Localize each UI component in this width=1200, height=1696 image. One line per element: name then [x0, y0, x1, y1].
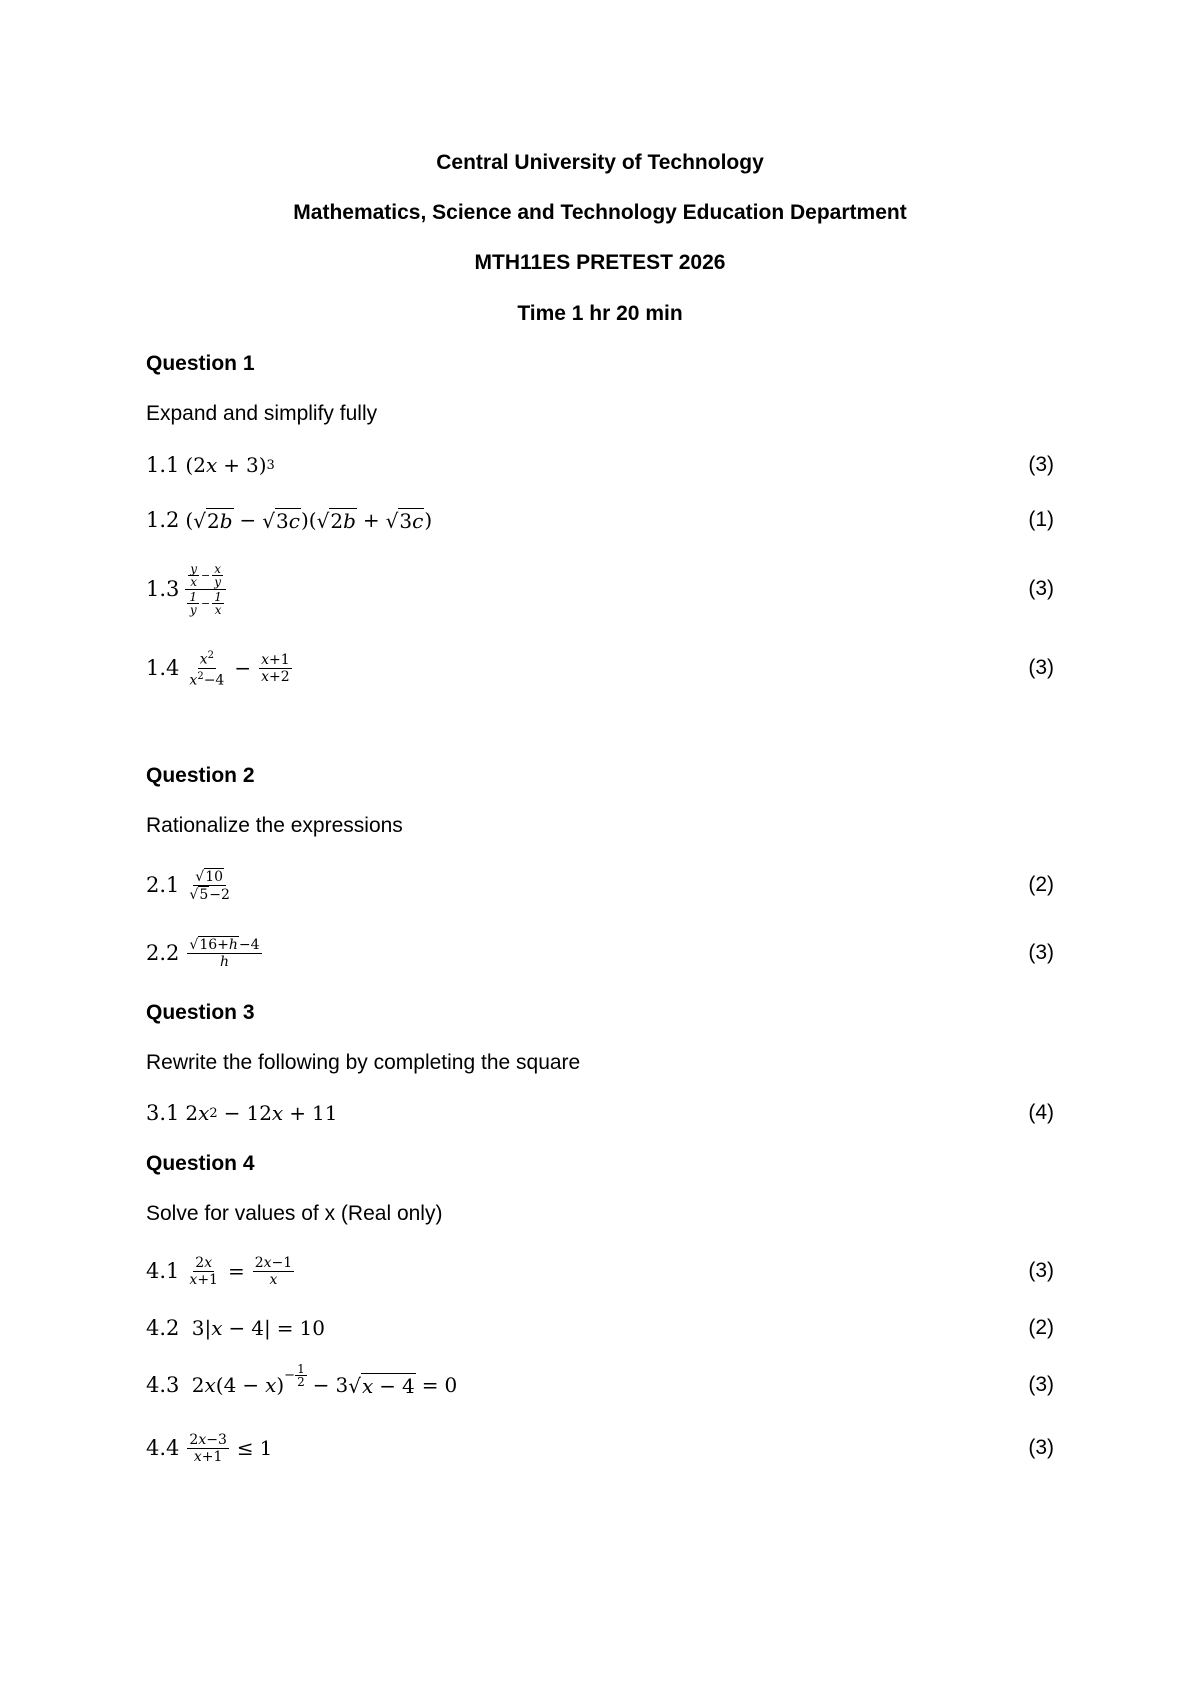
item-number: 1.3: [146, 577, 180, 601]
item-number: 4.4: [146, 1436, 180, 1460]
marks: (1): [1028, 508, 1054, 531]
marks: (3): [1028, 1436, 1054, 1459]
marks: (2): [1028, 1316, 1054, 1339]
item-number: 3.1: [146, 1101, 180, 1125]
question-1-2: [146, 503, 1054, 537]
marks: (2): [1028, 873, 1054, 896]
question-1-3: [146, 555, 1054, 623]
expression: 2 x 2 − 12 x + 11: [185, 1101, 338, 1125]
expression: ( √ 2b − √ 3c )( √ 2b + √ 3c ): [185, 508, 433, 533]
question-4-1: [146, 1248, 1054, 1294]
expression: $\frac{2x-3}{x+1}$ ≤ 1: [189, 1431, 273, 1465]
question-4-2: [146, 1313, 1054, 1343]
marks: (4): [1028, 1101, 1054, 1124]
question-1-1: [146, 450, 1054, 480]
marks: (3): [1028, 453, 1054, 476]
item-number: 4.1: [146, 1259, 180, 1283]
department-title: Mathematics, Science and Technology Education Department: [293, 201, 907, 224]
question-4-4: [146, 1425, 1054, 1471]
question-3-instruction: Rewrite the following by completing the square: [146, 1051, 581, 1074]
marks: (3): [1028, 941, 1054, 964]
item-number: 1.2: [146, 508, 180, 532]
time-allowed: Time 1 hr 20 min: [517, 302, 683, 325]
test-title: MTH11ES PRETEST 2026: [474, 251, 726, 274]
question-3-heading: Question 3: [146, 1001, 255, 1024]
question-2-heading: Question 2: [146, 764, 255, 787]
question-1-4: [146, 645, 1054, 691]
question-4-heading: Question 4: [146, 1152, 255, 1175]
marks: (3): [1028, 1373, 1054, 1396]
item-number: 2.1: [146, 873, 180, 897]
marks: (3): [1028, 577, 1054, 600]
item-number: 4.2: [146, 1316, 180, 1340]
expression: (2 x + 3) 3: [185, 453, 275, 477]
item-number: 4.3: [146, 1373, 180, 1397]
question-2-instruction: Rationalize the expressions: [146, 814, 403, 837]
question-4-instruction: Solve for values of x (Real only): [146, 1202, 443, 1225]
question-2-2: [146, 930, 1054, 976]
expression: $\frac{y}{x}$ − $\frac{x}{y}$ $\frac{1}{y}$ − $\frac{1}{x}$: [185, 563, 226, 616]
expression: 2 x (4 − x ) $^{- \frac{1}{2}}$ − 3 √ x − 4 = 0: [185, 1361, 458, 1398]
expression: $\frac{x^2}{x^2-4}$ − $\frac{x+1}{x+2}$: [189, 649, 290, 689]
item-number: 2.2: [146, 941, 180, 965]
question-1-instruction: Expand and simplify fully: [146, 402, 378, 425]
item-number: 1.1: [146, 453, 180, 477]
question-4-3: [146, 1361, 1054, 1405]
marks: (3): [1028, 1259, 1054, 1282]
question-2-1: [146, 862, 1054, 908]
marks: (3): [1028, 656, 1054, 679]
expression: $\frac{2x}{x+1}$ = $\frac{2x-1}{x}$: [189, 1254, 293, 1288]
expression: √ 16+h −4 h: [189, 937, 260, 970]
expression: √ 10 √ 5 −2: [189, 868, 230, 903]
institution-title: Central University of Technology: [436, 151, 764, 174]
question-3-1: [146, 1098, 1054, 1128]
item-number: 1.4: [146, 656, 180, 680]
question-1-heading: Question 1: [146, 352, 255, 375]
expression: 3| x − 4| = 10: [185, 1316, 325, 1340]
